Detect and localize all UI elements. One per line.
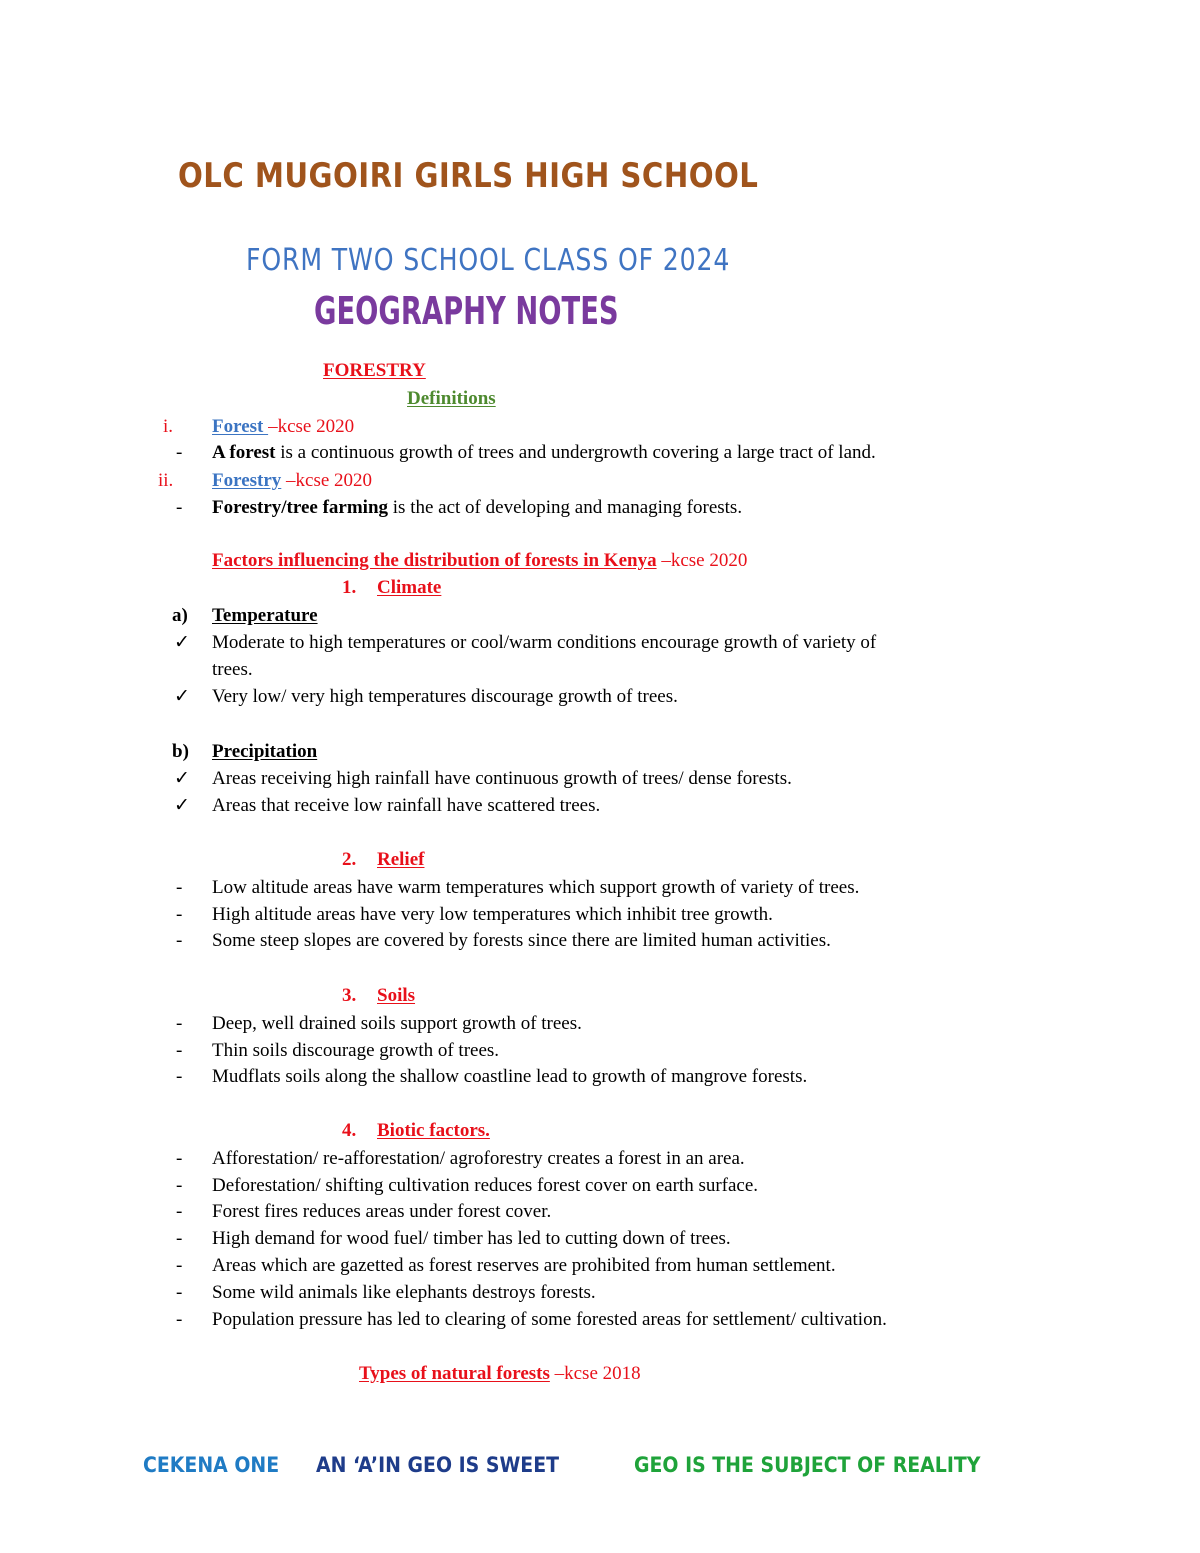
definition-tag: –kcse 2020 [281, 470, 373, 491]
definition-term: Forest [212, 416, 269, 437]
list-item: Some steep slopes are covered by forests since there are limited human activities. [212, 930, 831, 951]
list-item: Some wild animals like elephants destroys forests. [212, 1282, 596, 1303]
section-title-soils: Soils [377, 985, 416, 1006]
list-item: Thin soils discourage growth of trees. [212, 1040, 500, 1061]
dash-marker: - [176, 877, 183, 898]
list-item: Afforestation/ re-afforestation/ agroforestry creates a forest in an area. [212, 1148, 745, 1169]
subsection-letter: b) [172, 741, 189, 762]
section-title-relief: Relief [377, 849, 425, 870]
definition-body: is a continuous growth of trees and undergrowth covering a large tract of land. [275, 442, 876, 463]
footer-middle: AN ‘A’IN GEO IS SWEET [316, 1453, 560, 1477]
definition-term: Forestry [212, 470, 282, 491]
dash-marker: - [176, 497, 183, 518]
list-item: Areas receiving high rainfall have continuous growth of trees/ dense forests. [212, 768, 792, 789]
list-item: Mudflats soils along the shallow coastline lead to growth of mangrove forests. [212, 1066, 808, 1087]
list-item: Areas that receive low rainfall have scattered trees. [212, 795, 601, 816]
section-title-biotic: Biotic factors. [377, 1120, 490, 1141]
definition-numeral: ii. [158, 470, 174, 491]
types-heading-text: Types of natural forests [359, 1363, 550, 1384]
dash-marker: - [176, 1175, 183, 1196]
subsection-title-temperature: Temperature [212, 605, 318, 626]
dash-marker: - [176, 1066, 183, 1087]
types-heading [359, 1362, 641, 1386]
subsection-title-precipitation: Precipitation [212, 741, 318, 762]
footer-left: CEKENA ONE [143, 1453, 280, 1477]
list-item: High altitude areas have very low temperatures which inhibit tree growth. [212, 904, 773, 925]
list-item: Very low/ very high temperatures discourage growth of trees. [212, 686, 678, 707]
check-icon: ✓ [174, 686, 190, 707]
definition-numeral: i. [163, 416, 174, 437]
dash-marker: - [176, 904, 183, 925]
list-item: Moderate to high temperatures or cool/warm conditions encourage growth of variety of [212, 632, 877, 653]
check-icon: ✓ [174, 768, 190, 789]
section-number: 3. [342, 985, 357, 1006]
dash-marker: - [176, 442, 183, 463]
check-icon: ✓ [174, 795, 190, 816]
section-title-climate: Climate [377, 577, 442, 598]
section-number: 2. [342, 849, 357, 870]
dash-marker: - [176, 1040, 183, 1061]
footer-right: GEO IS THE SUBJECT OF REALITY [634, 1453, 981, 1477]
dash-marker: - [176, 1228, 183, 1249]
dash-marker: - [176, 1309, 183, 1330]
definition-bold-term: Forestry/tree farming [212, 497, 389, 518]
dash-marker: - [176, 1148, 183, 1169]
definitions-heading: Definitions [407, 388, 496, 409]
school-name: OLC MUGOIRI GIRLS HIGH SCHOOL [178, 156, 759, 196]
definition-bold-term: A forest [212, 442, 276, 463]
definition-body: is the act of developing and managing forests. [388, 497, 743, 518]
definition-text [212, 441, 876, 465]
factors-heading [212, 549, 747, 573]
form-class-title: FORM TWO SCHOOL CLASS OF 2024 [246, 243, 731, 278]
types-tag: –kcse 2018 [549, 1363, 641, 1384]
section-number: 4. [342, 1120, 357, 1141]
section-number: 1. [342, 577, 357, 598]
subsection-letter: a) [172, 605, 188, 626]
topic-heading: FORESTRY [323, 360, 426, 381]
dash-marker: - [176, 930, 183, 951]
definition-text [212, 496, 742, 520]
check-icon: ✓ [174, 632, 190, 653]
dash-marker: - [176, 1013, 183, 1034]
list-item: Areas which are gazetted as forest reserves are prohibited from human settlement. [212, 1255, 836, 1276]
list-item: Deep, well drained soils support growth of trees. [212, 1013, 582, 1034]
dash-marker: - [176, 1201, 183, 1222]
dash-marker: - [176, 1255, 183, 1276]
factors-tag: –kcse 2020 [656, 550, 748, 571]
list-item: Low altitude areas have warm temperatures which support growth of variety of trees. [212, 877, 860, 898]
definition-term-row [212, 469, 372, 493]
dash-marker: - [176, 1282, 183, 1303]
subject-title: GEOGRAPHY NOTES [314, 289, 619, 333]
list-item: Deforestation/ shifting cultivation reduces forest cover on earth surface. [212, 1175, 759, 1196]
factors-heading-text: Factors influencing the distribution of forests in Kenya [212, 550, 657, 571]
definition-tag: –kcse 2020 [268, 416, 355, 437]
list-item-continuation: trees. [212, 659, 253, 680]
definition-term-row [212, 415, 354, 439]
list-item: High demand for wood fuel/ timber has led to cutting down of trees. [212, 1228, 731, 1249]
list-item: Forest fires reduces areas under forest cover. [212, 1201, 552, 1222]
list-item: Population pressure has led to clearing of some forested areas for settlement/ cultivation. [212, 1309, 887, 1330]
